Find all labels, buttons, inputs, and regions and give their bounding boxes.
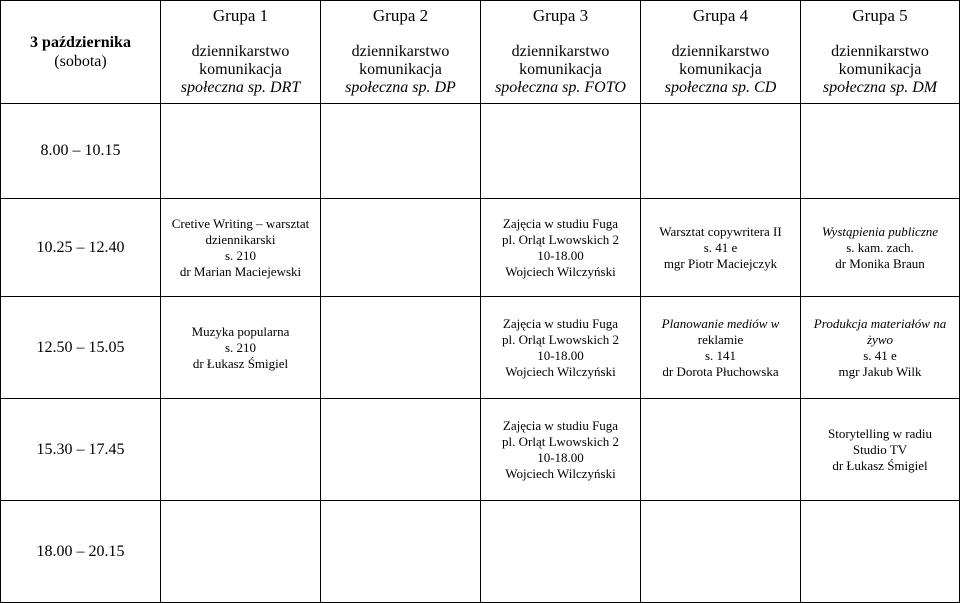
class-title: Storytelling w radiu	[828, 425, 932, 441]
class-cell	[641, 199, 801, 297]
class-room: s. 210	[224, 339, 257, 355]
class-cell	[641, 297, 801, 399]
time-slot: 8.00 – 10.15	[1, 104, 161, 199]
class-title: Wystąpienia publiczne	[821, 223, 939, 239]
group-spec-line2: komunikacja	[359, 61, 442, 78]
empty-cell	[801, 501, 960, 603]
time-row-1	[1, 104, 960, 199]
group-spec-line2: komunikacja	[519, 61, 602, 78]
class-teacher: Wojciech Wilczyński	[505, 363, 616, 379]
group-2-header	[321, 1, 481, 104]
group-name: Grupa 3	[532, 6, 589, 25]
time-row-5	[1, 501, 960, 603]
class-hours: 10-18.00	[537, 347, 584, 363]
date-cell	[1, 1, 161, 104]
group-spec-line2: komunikacja	[199, 61, 282, 78]
group-spec-line1: dziennikarstwo	[191, 43, 290, 60]
class-teacher: Wojciech Wilczyński	[505, 465, 616, 481]
class-teacher: dr Marian Maciejewski	[179, 263, 302, 279]
empty-cell	[321, 297, 481, 399]
time-slot: 12.50 – 15.05	[1, 297, 161, 399]
empty-cell	[321, 399, 481, 501]
class-room: s. kam. zach.	[846, 239, 914, 255]
class-hours: 10-18.00	[537, 247, 584, 263]
time-row-3	[1, 297, 960, 399]
class-location: pl. Orląt Lwowskich 2	[502, 433, 619, 449]
empty-cell	[801, 104, 960, 199]
group-spec-prefix: społeczna sp.	[180, 79, 271, 96]
group-4-header	[641, 1, 801, 104]
class-room: s. 210	[224, 247, 257, 263]
group-name: Grupa 4	[692, 6, 749, 25]
class-teacher: mgr Piotr Maciejczyk	[663, 255, 778, 271]
group-spec-prefix: społeczna sp.	[495, 79, 585, 96]
class-teacher: dr Łukasz Śmigiel	[192, 355, 289, 371]
class-room: s. 141	[704, 347, 737, 363]
class-title: Zajęcia w studiu Fuga	[502, 417, 619, 433]
class-room: Studio TV	[852, 441, 908, 457]
time-row-2	[1, 199, 960, 297]
class-teacher: Wojciech Wilczyński	[505, 263, 616, 279]
class-teacher: mgr Jakub Wilk	[838, 363, 922, 379]
group-spec-line3	[805, 79, 955, 97]
class-title: Planowanie mediów w	[661, 315, 780, 331]
group-1-header	[161, 1, 321, 104]
class-title: Zajęcia w studiu Fuga	[502, 315, 619, 331]
empty-cell	[321, 199, 481, 297]
empty-cell	[161, 399, 321, 501]
group-spec-prefix: społeczna sp.	[822, 79, 913, 96]
class-room: s. 41 e	[863, 347, 897, 363]
class-teacher: dr Monika Braun	[835, 255, 925, 271]
class-title: Muzyka popularna	[191, 323, 290, 339]
empty-cell	[161, 501, 321, 603]
empty-cell	[161, 104, 321, 199]
group-spec-prefix: społeczna sp.	[664, 79, 755, 96]
class-cell	[481, 399, 641, 501]
empty-cell	[481, 501, 641, 603]
group-spec-line3	[165, 79, 316, 97]
empty-cell	[641, 104, 801, 199]
class-title: Zajęcia w studiu Fuga	[502, 215, 619, 231]
empty-cell	[321, 501, 481, 603]
group-name: Grupa 2	[372, 6, 429, 25]
group-spec-abbr: CD	[754, 79, 777, 96]
empty-cell	[641, 399, 801, 501]
group-spec-line1: dziennikarstwo	[351, 43, 450, 60]
group-spec-line2: komunikacja	[838, 61, 922, 78]
class-location: pl. Orląt Lwowskich 2	[502, 331, 619, 347]
group-spec-abbr: DP	[434, 79, 456, 96]
group-name: Grupa 1	[212, 6, 269, 25]
class-location: pl. Orląt Lwowskich 2	[502, 231, 619, 247]
class-title: Produkcja materiałów na	[813, 315, 947, 331]
group-spec-abbr: FOTO	[584, 79, 626, 96]
class-room: s. 41 e	[703, 239, 738, 255]
group-spec-line1: dziennikarstwo	[831, 43, 929, 60]
class-cell	[161, 297, 321, 399]
schedule-day: (sobota)	[54, 53, 107, 70]
group-spec-line2: komunikacja	[679, 61, 762, 78]
group-spec-line3	[485, 79, 636, 97]
time-row-4	[1, 399, 960, 501]
class-hours: 10-18.00	[537, 449, 584, 465]
schedule-date: 3 października	[30, 34, 131, 51]
empty-cell	[641, 501, 801, 603]
class-title-cont: reklamie	[697, 331, 744, 347]
class-cell	[161, 199, 321, 297]
group-spec-abbr: DM	[912, 79, 938, 96]
class-title-cont: żywo	[867, 331, 893, 347]
empty-cell	[321, 104, 481, 199]
group-spec-line1: dziennikarstwo	[671, 43, 770, 60]
group-5-header	[801, 1, 960, 104]
group-spec-abbr: DRT	[270, 79, 301, 96]
group-name: Grupa 5	[852, 6, 908, 25]
group-3-header	[481, 1, 641, 104]
class-title-cont: dziennikarski	[205, 231, 276, 247]
time-slot: 15.30 – 17.45	[1, 399, 161, 501]
group-spec-prefix: społeczna sp.	[345, 79, 435, 96]
class-cell	[801, 297, 960, 399]
class-title: Warsztat copywritera II	[659, 223, 782, 239]
class-teacher: dr Łukasz Śmigiel	[832, 457, 928, 473]
group-spec-line1: dziennikarstwo	[511, 43, 610, 60]
class-title: Cretive Writing – warsztat	[171, 215, 310, 231]
class-cell	[801, 399, 960, 501]
header-row	[1, 1, 960, 104]
group-spec-line3	[645, 79, 796, 97]
time-slot: 10.25 – 12.40	[1, 199, 161, 297]
time-slot: 18.00 – 20.15	[1, 501, 161, 603]
class-cell	[481, 297, 641, 399]
empty-cell	[481, 104, 641, 199]
class-teacher: dr Dorota Płuchowska	[662, 363, 779, 379]
group-spec-line3	[325, 79, 476, 97]
class-cell	[801, 199, 960, 297]
class-cell	[481, 199, 641, 297]
